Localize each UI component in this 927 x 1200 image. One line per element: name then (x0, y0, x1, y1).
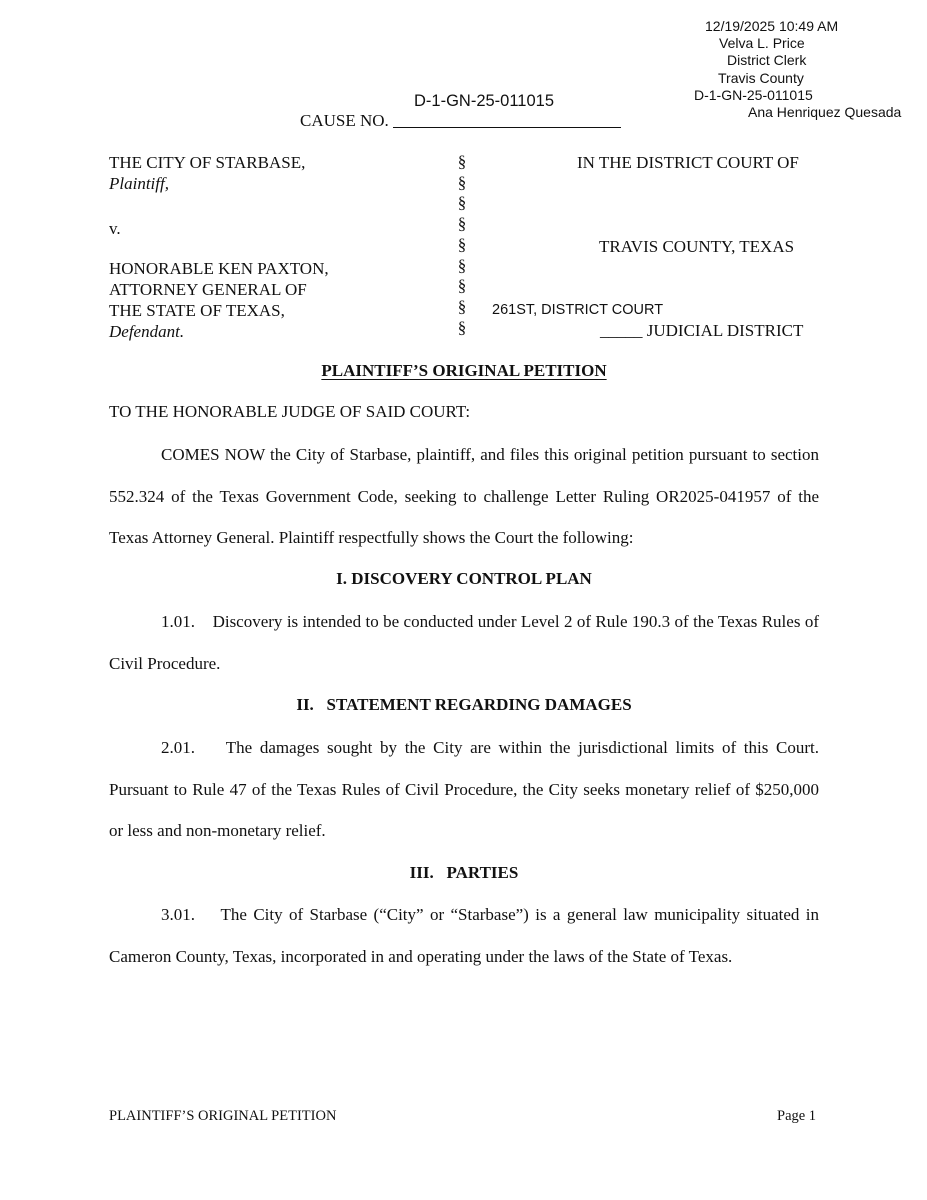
section-symbol: § (457, 234, 467, 254)
section-symbol: § (457, 296, 467, 316)
section-heading-2: II. STATEMENT REGARDING DAMAGES (296, 695, 632, 714)
section-symbol: § (457, 214, 467, 234)
cause-label: CAUSE NO. (300, 111, 389, 130)
document-title-text: PLAINTIFF’S ORIGINAL PETITION (321, 361, 607, 380)
stamp-clerk-title: District Clerk (727, 52, 807, 68)
plaintiff-name: THE CITY OF STARBASE, (109, 153, 306, 172)
cause-blank (393, 111, 621, 128)
section-symbol: § (457, 255, 467, 275)
section-heading-3: III. PARTIES (409, 863, 519, 882)
section-symbol: § (457, 193, 467, 213)
intro-paragraph (109, 434, 819, 559)
cause-number-line (300, 111, 621, 131)
footer-title: PLAINTIFF’S ORIGINAL PETITION (109, 1108, 337, 1124)
paragraph-text: Discovery is intended to be conducted under Level 2 of Rule 190.3 of the Texas Rules of Civil Procedure. (109, 612, 819, 673)
court-line-3: _____ JUDICIAL DISTRICT (600, 321, 804, 340)
paragraph-number: 1.01. (161, 612, 195, 631)
court-line-2: TRAVIS COUNTY, TEXAS (599, 237, 795, 256)
document-title (109, 361, 819, 381)
defendant-state: THE STATE OF TEXAS, (109, 301, 285, 320)
section-3-paragraph (109, 894, 819, 977)
page-number: Page 1 (777, 1108, 817, 1124)
stamp-clerk-name: Velva L. Price (719, 35, 805, 51)
defendant-name: HONORABLE KEN PAXTON, (109, 259, 329, 278)
versus: v. (109, 219, 121, 238)
paragraph-text: The damages sought by the City are within the jurisdictional limits of this Court. Pursuant to Rule 47 of the Texas Rules of Civil Procedure, the City seeks monetary relief of $250,000 or less and non-monetary relief. (109, 738, 819, 840)
salutation: TO THE HONORABLE JUDGE OF SAID COURT: (109, 402, 471, 421)
stamp-deputy: Ana Henriquez Quesada (748, 104, 902, 120)
section-1-paragraph (109, 601, 819, 684)
section-symbol: § (457, 152, 467, 171)
paragraph-text: The City of Starbase (“City” or “Starbase”) is a general law municipality situated in Cameron County, Texas, incorporated in and operating under the laws of the State of Texas. (109, 905, 819, 966)
section-heading-1: I. DISCOVERY CONTROL PLAN (336, 569, 592, 588)
section-symbol: § (457, 276, 467, 296)
defendant-role: Defendant. (109, 322, 185, 341)
defendant-title: ATTORNEY GENERAL OF (109, 280, 307, 299)
stamp-cause-number: D-1-GN-25-011015 (694, 87, 813, 103)
paragraph-number: 2.01. (161, 738, 195, 757)
cause-number-filled: D-1-GN-25-011015 (414, 92, 555, 110)
section-symbol: § (457, 317, 467, 337)
intro-text: COMES NOW the City of Starbase, plaintiff, and files this original petition pursuant to section 552.324 of the Texas Government Code, seeking to challenge Letter Ruling OR2025-041957 of the Texas Attorney General. Plaintiff respectfully shows the Court the following: (109, 445, 819, 547)
section-symbols (452, 152, 472, 338)
court-stamp: 261ST, DISTRICT COURT (492, 302, 664, 318)
paragraph-number: 3.01. (161, 905, 195, 924)
plaintiff-role: Plaintiff, (109, 174, 169, 193)
stamp-timestamp: 12/19/2025 10:49 AM (705, 18, 839, 34)
court-line-1: IN THE DISTRICT COURT OF (577, 153, 799, 172)
section-symbol: § (457, 172, 467, 192)
stamp-county: Travis County (718, 70, 804, 86)
section-2-paragraph (109, 727, 819, 852)
